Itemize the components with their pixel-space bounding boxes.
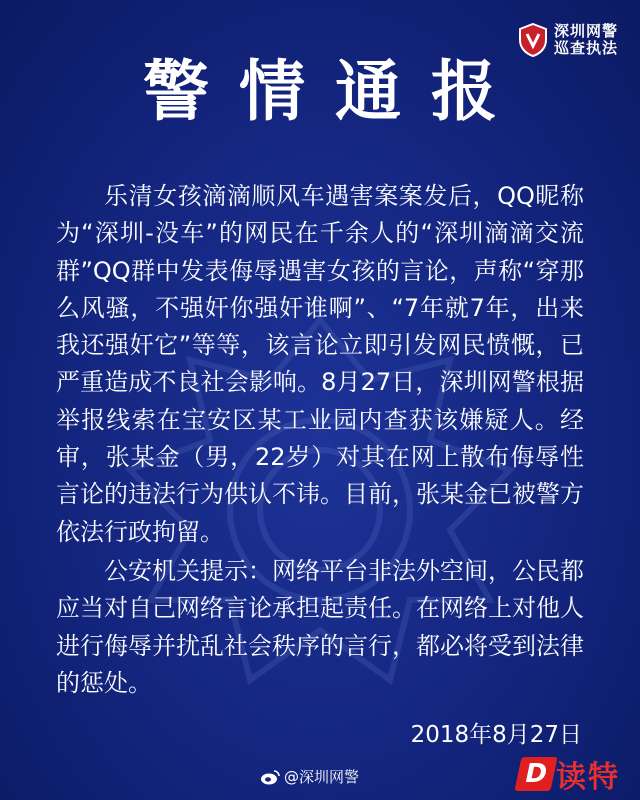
notice-paragraph-2: 公安机关提示：网络平台非法外空间，公民都应当对自己网络言论承担起责任。在网络上对他人进行侮辱并扰乱社会秩序的言行，都必将受到法律的惩处。	[56, 556, 584, 697]
page-title: 警情通报	[143, 53, 527, 130]
notice-date: 2018年8月27日	[410, 722, 582, 748]
weibo-icon	[260, 769, 280, 785]
dute-letter-mark: D	[514, 757, 557, 791]
weibo-handle: @深圳网警	[284, 768, 360, 786]
weibo-credit	[260, 766, 359, 787]
notice-body	[56, 178, 584, 702]
dute-logo-text: 读特	[556, 760, 620, 795]
badge-line1: 深圳网警	[553, 22, 618, 40]
notice-paragraph-1: 乐清女孩滴滴顺风车遇害案案发后，QQ昵称为“深圳-没车”的网民在千余人的“深圳滴滴交流群”QQ群中发表侮辱遇害女孩的言论，声称“穿那么风骚，不强奸你强奸谁啊”、“7年就7年，出来我还强奸它”等等，该言论立即引发网民愤慨，已严重造成不良社会影响。8月27日，深圳网警根据举报线索在宝安区某工业园内查获该嫌疑人。经审，张某金（男，22岁）对其在网上散布侮辱性言论的违法行为供认不讳。目前，张某金已被警方依法行政拘留。	[56, 182, 584, 546]
dute-logo	[518, 752, 620, 796]
badge-line2: 巡查执法	[553, 39, 618, 57]
